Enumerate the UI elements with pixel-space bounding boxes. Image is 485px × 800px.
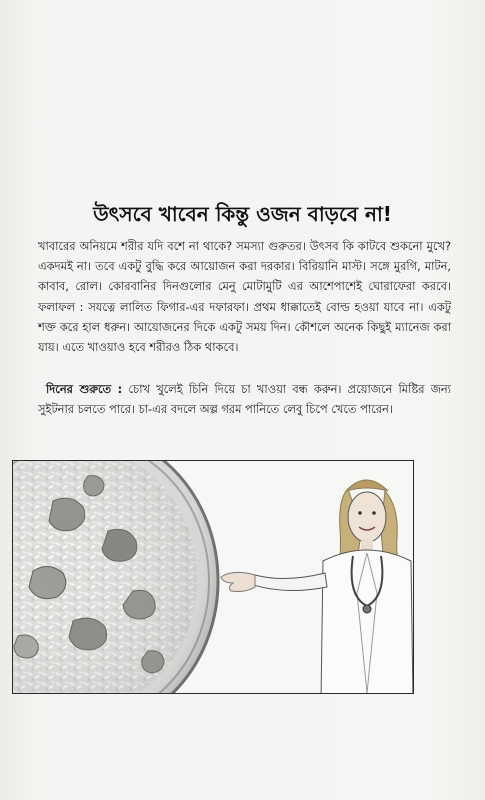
doctor-woman: [221, 480, 413, 693]
article-paragraph-1: খাবারের অনিয়মে শরীর যদি বশে না থাকে? সমস্যা গুরুতর। উৎসব কি কাটবে শুকনো মুখে? একদমই না। তবে একটু বুদ্ধি করে আয়োজন করা দরকার। বিরিয়ানি মাস্ট। সঙ্গে মুরগি, মাটন, কাবাব, রোল। কোরবানির দিনগুলোর মেনু মোটামুটি এর আশেপাশেই ঘোরাফেরা করবে। ফলাফল : সযত্নে লালিত ফিগার-এর দফারফা। প্রথম ধাক্কাতেই বোল্ড হওয়া যাবে না। একটু শক্ত করে হাল ধরুন। আয়োজনের দিকে একটু সময় দিন। কৌশলে অনেক কিছুই ম্যানেজ করা যায়। এতে খাওয়াও হবে শরীরও ঠিক থাকবে।: [38, 239, 451, 355]
biryani-doctor-photo: [13, 461, 413, 693]
article-paragraph-2: [38, 379, 451, 419]
article-title: উৎসবে খাবেন কিন্তু ওজন বাড়বে না!: [93, 202, 392, 226]
paragraph-lead-heading: দিনের শুরুতে :: [46, 382, 123, 396]
article-illustration: [12, 460, 414, 694]
paragraph-2-body: চোখ খুলেই চিনি দিয়ে চা খাওয়া বন্ধ করুন। প্রয়োজনে মিষ্টির জন্য সুইটনার চলতে পারে। চা-এর বদলে অল্প গরম পানিতে লেবু চিপে খেতে পারেন।: [38, 382, 451, 417]
